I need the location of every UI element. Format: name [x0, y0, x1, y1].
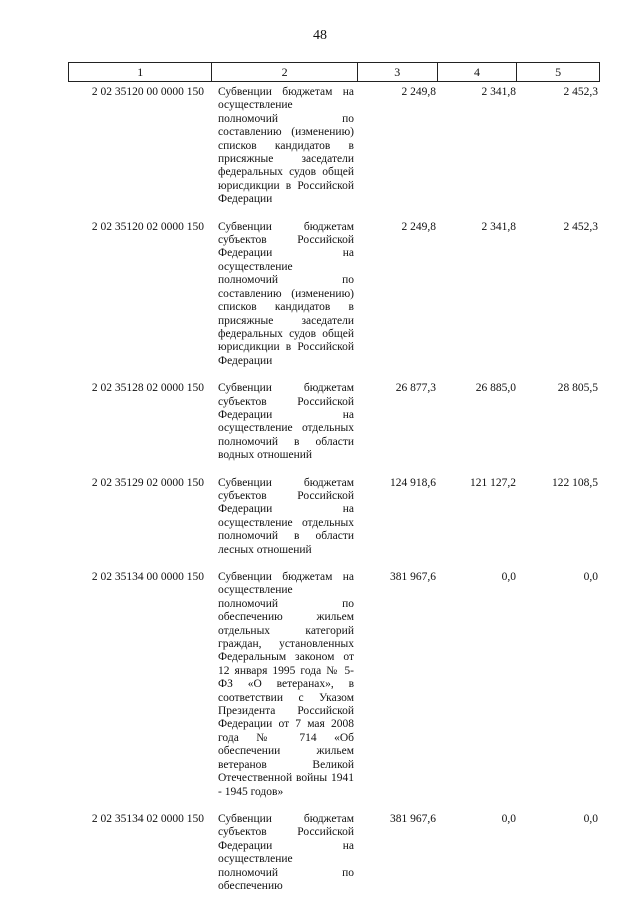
budget-code: 2 02 35120 02 0000 150 — [91, 220, 204, 233]
table-row — [68, 477, 600, 557]
amount-col5: 2 452,3 — [563, 86, 598, 98]
column-header-1: 1 — [69, 63, 212, 81]
amount-col4: 2 341,8 — [481, 220, 516, 233]
amount-col4: 0,0 — [501, 812, 516, 825]
table-header — [68, 62, 600, 82]
income-name: Субвенции бюджетам субъектов Российской Федерации на осуществление полномочий по составлению (изменению) списков кандидатов в присяжные заседатели федеральных судов общей юрисдикции в Российской Федерации — [218, 220, 354, 367]
income-name: Субвенции бюджетам субъектов Российской Федерации на осуществление отдельных полномочий в области водных отношений — [218, 382, 354, 462]
page-number: 48 — [313, 28, 327, 43]
table-row — [68, 382, 600, 462]
income-name: Субвенции бюджетам субъектов Российской Федерации на осуществление отдельных полномочий в области лесных отношений — [218, 476, 354, 556]
amount-col5: 2 452,3 — [563, 220, 598, 233]
budget-code: 2 02 35134 00 0000 150 — [91, 571, 204, 583]
income-name: Субвенции бюджетам на осуществление полномочий по составлению (изменению) списков кандидатов в присяжные заседатели федеральных судов общей юрисдикции в Российской Федерации — [218, 86, 354, 206]
column-header-4: 4 — [438, 63, 518, 81]
table-row — [68, 86, 600, 207]
amount-col5: 28 805,5 — [557, 382, 598, 395]
budget-code: 2 02 35134 02 0000 150 — [91, 812, 204, 825]
amount-col3: 124 918,6 — [390, 476, 436, 489]
amount-col5: 122 108,5 — [552, 476, 598, 489]
amount-col4: 26 885,0 — [475, 382, 516, 395]
amount-col3: 2 249,8 — [401, 86, 436, 98]
budget-code: 2 02 35120 00 0000 150 — [91, 86, 204, 98]
income-name: Субвенции бюджетам субъектов Российской Федерации на осуществление полномочий по обеспечению — [218, 812, 354, 892]
amount-col4: 0,0 — [501, 571, 516, 583]
amount-col5: 0,0 — [583, 571, 598, 583]
amount-col3: 26 877,3 — [395, 382, 436, 395]
amount-col4: 2 341,8 — [481, 86, 516, 98]
amount-col4: 121 127,2 — [470, 476, 516, 489]
table-row — [68, 221, 600, 368]
column-header-2: 2 — [212, 63, 357, 81]
income-name: Субвенции бюджетам на осуществление полномочий по обеспечению жильем отдельных категорий граждан, установленных Федеральным законом от 12 января 1995 года № 5-ФЗ «О ветеранах», в соответствии с Указом Президента Российской Федерации от 7 мая 2008 года № 714 «Об обеспечении жильем ветеранов Великой Отечественной войны 1941 - 1945 годов» — [218, 571, 354, 798]
amount-col3: 381 967,6 — [390, 571, 436, 583]
budget-code: 2 02 35129 02 0000 150 — [91, 476, 204, 489]
table-body — [68, 86, 600, 907]
amount-col3: 2 249,8 — [401, 220, 436, 233]
amount-col3: 381 967,6 — [390, 812, 436, 825]
budget-code: 2 02 35128 02 0000 150 — [91, 382, 204, 395]
table-row — [68, 813, 600, 893]
column-header-3: 3 — [358, 63, 438, 81]
table-row — [68, 571, 600, 799]
amount-col5: 0,0 — [583, 812, 598, 825]
column-header-5: 5 — [555, 65, 562, 79]
